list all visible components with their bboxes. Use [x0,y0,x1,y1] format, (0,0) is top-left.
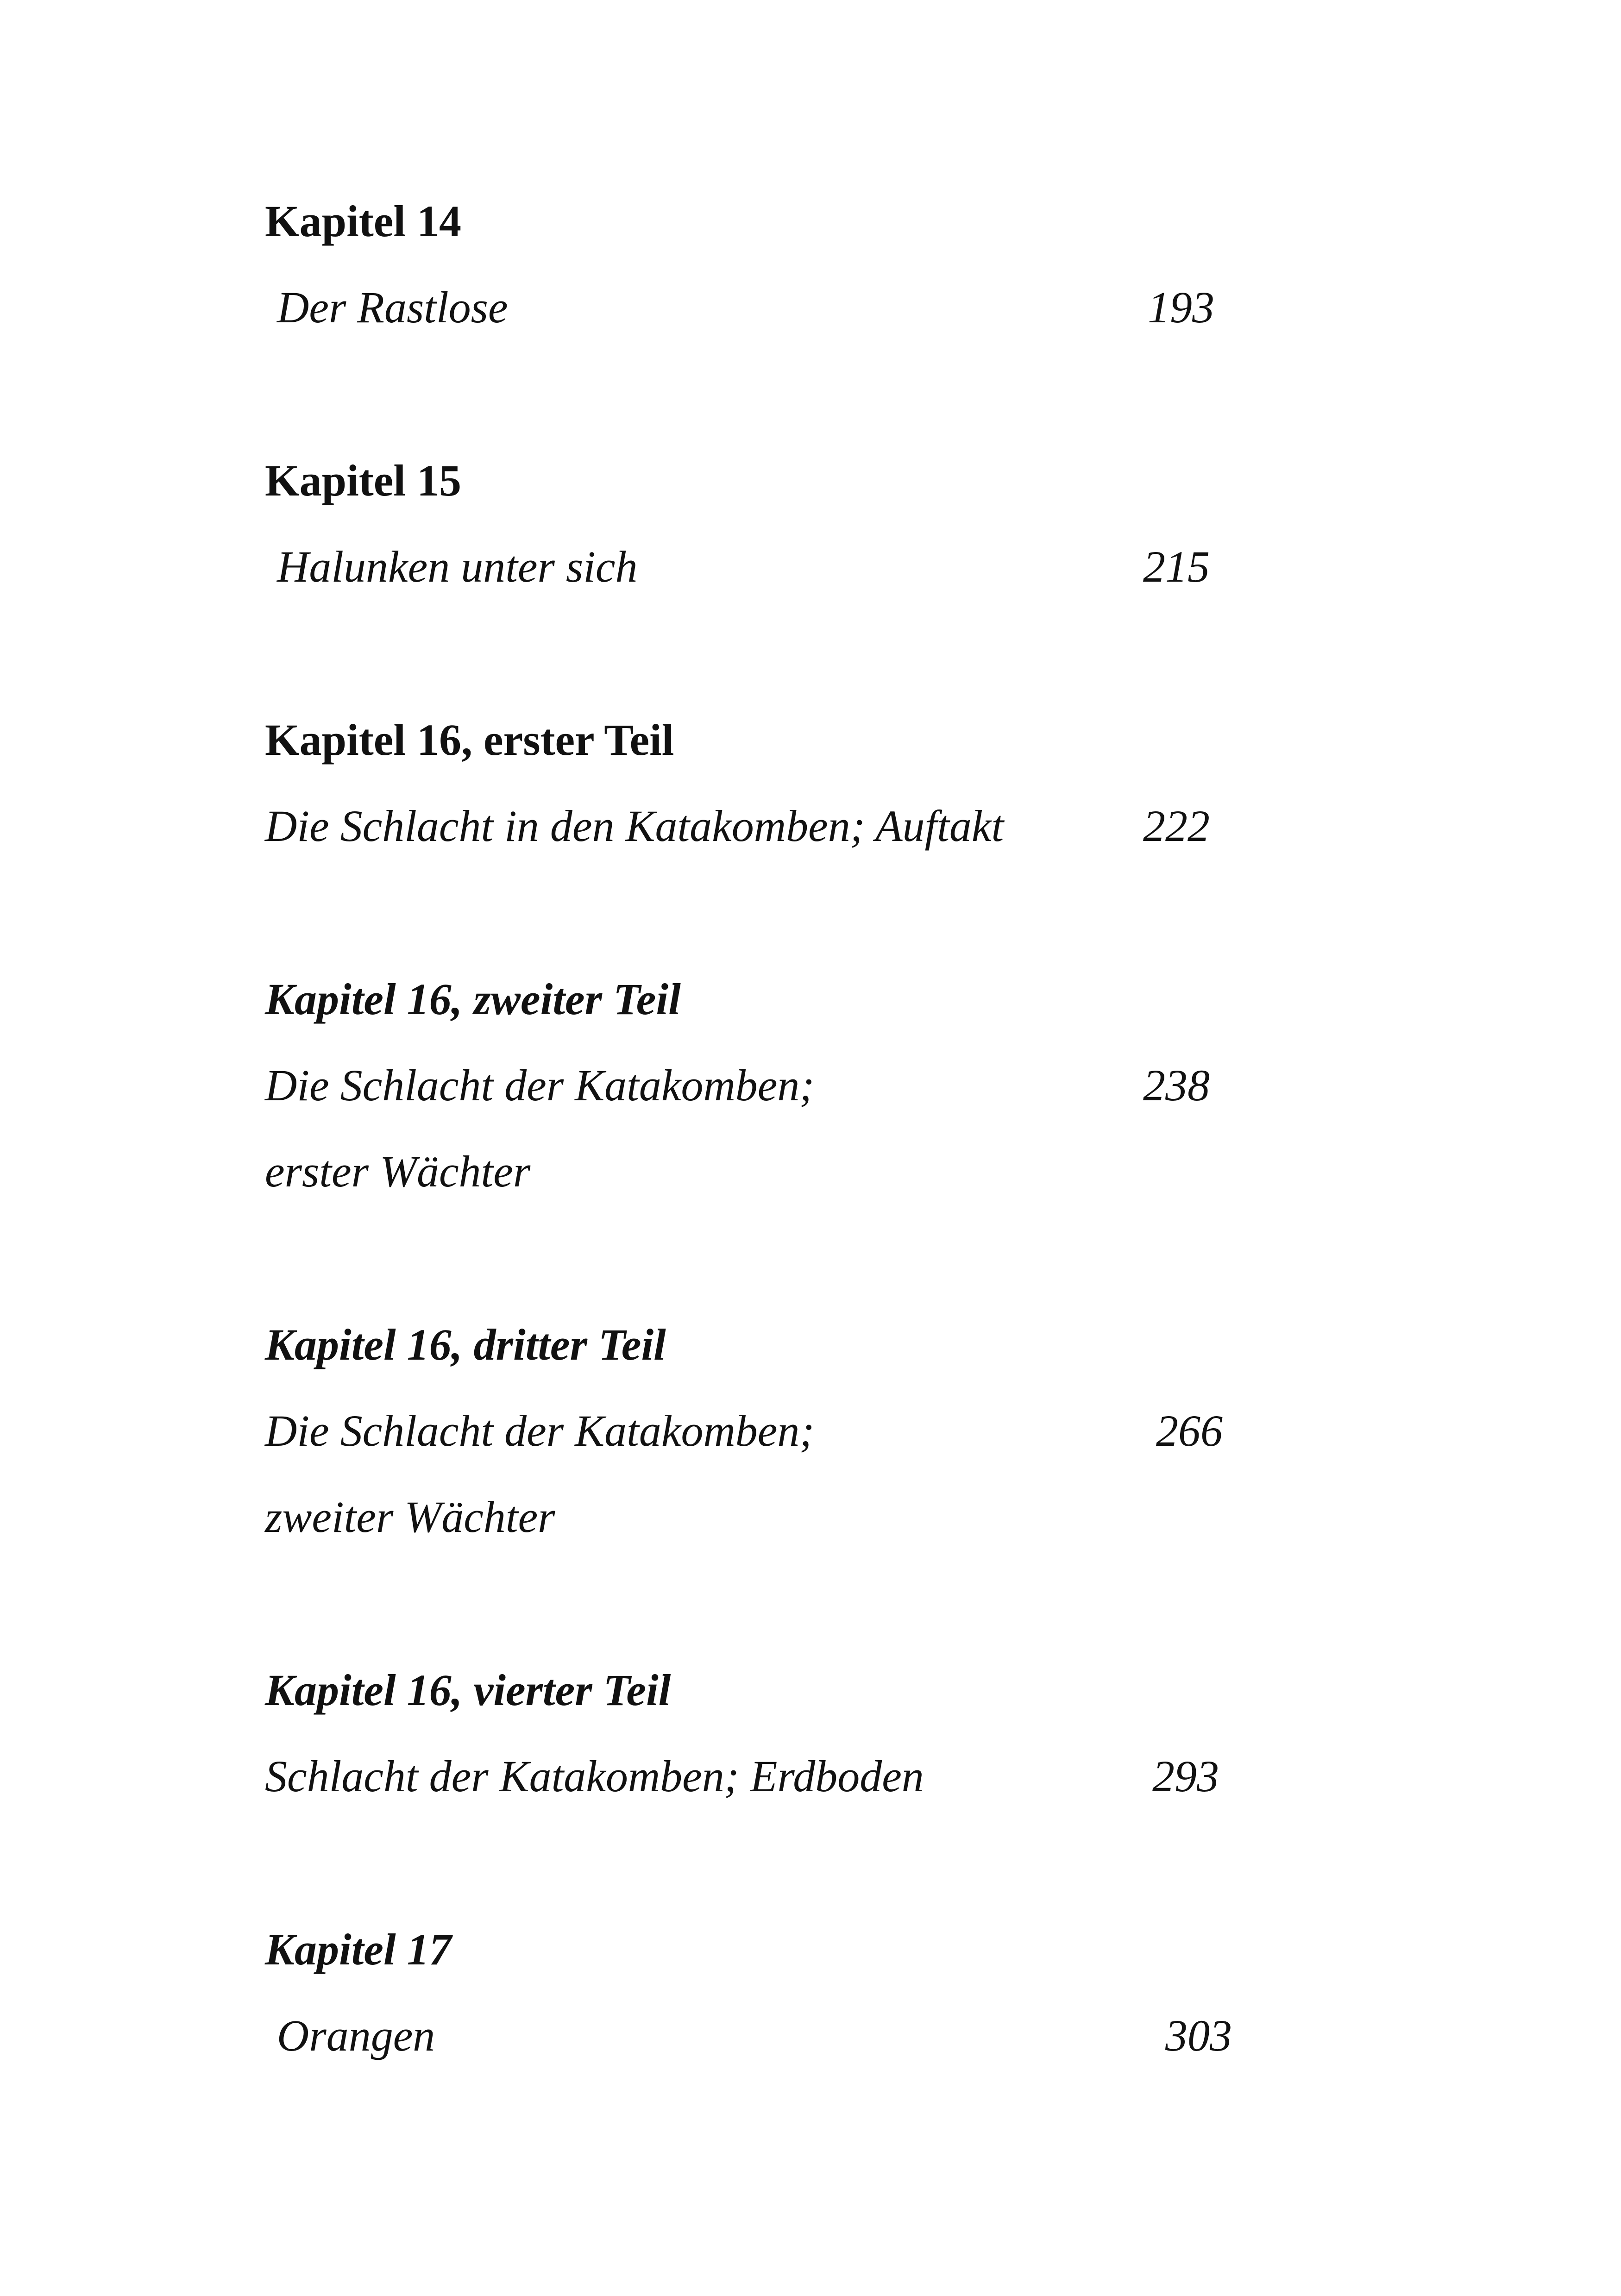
page-number: 266 [1156,1406,1223,1455]
page-number: 222 [1143,801,1210,851]
chapter-title: Schlacht der Katakomben; Erdboden [265,1751,924,1801]
chapter-title: Die Schlacht in den Katakomben; Auftakt [265,801,1004,851]
chapter-title-continued: erster Wächter [265,1147,531,1196]
chapter-title: Orangen [277,2011,435,2060]
chapter-heading: Kapitel 16, dritter Teil [265,1320,666,1369]
page-number: 293 [1152,1751,1219,1801]
chapter-title: Halunken unter sich [277,542,638,591]
chapter-title-continued: zweiter Wächter [265,1492,555,1542]
chapter-heading: Kapitel 17 [265,1925,452,1974]
page-number: 303 [1165,2011,1232,2060]
chapter-heading: Kapitel 15 [265,456,461,505]
chapter-heading: Kapitel 16, vierter Teil [265,1665,671,1715]
chapter-title: Die Schlacht der Katakomben; [265,1406,815,1455]
page-number: 215 [1143,542,1210,591]
chapter-title: Die Schlacht der Katakomben; [265,1060,815,1110]
chapter-heading: Kapitel 14 [265,196,461,246]
page-number: 238 [1143,1060,1210,1110]
page-number: 193 [1148,282,1214,332]
chapter-heading: Kapitel 16, zweiter Teil [265,974,681,1024]
chapter-title: Der Rastlose [277,282,508,332]
chapter-heading: Kapitel 16, erster Teil [265,715,674,765]
